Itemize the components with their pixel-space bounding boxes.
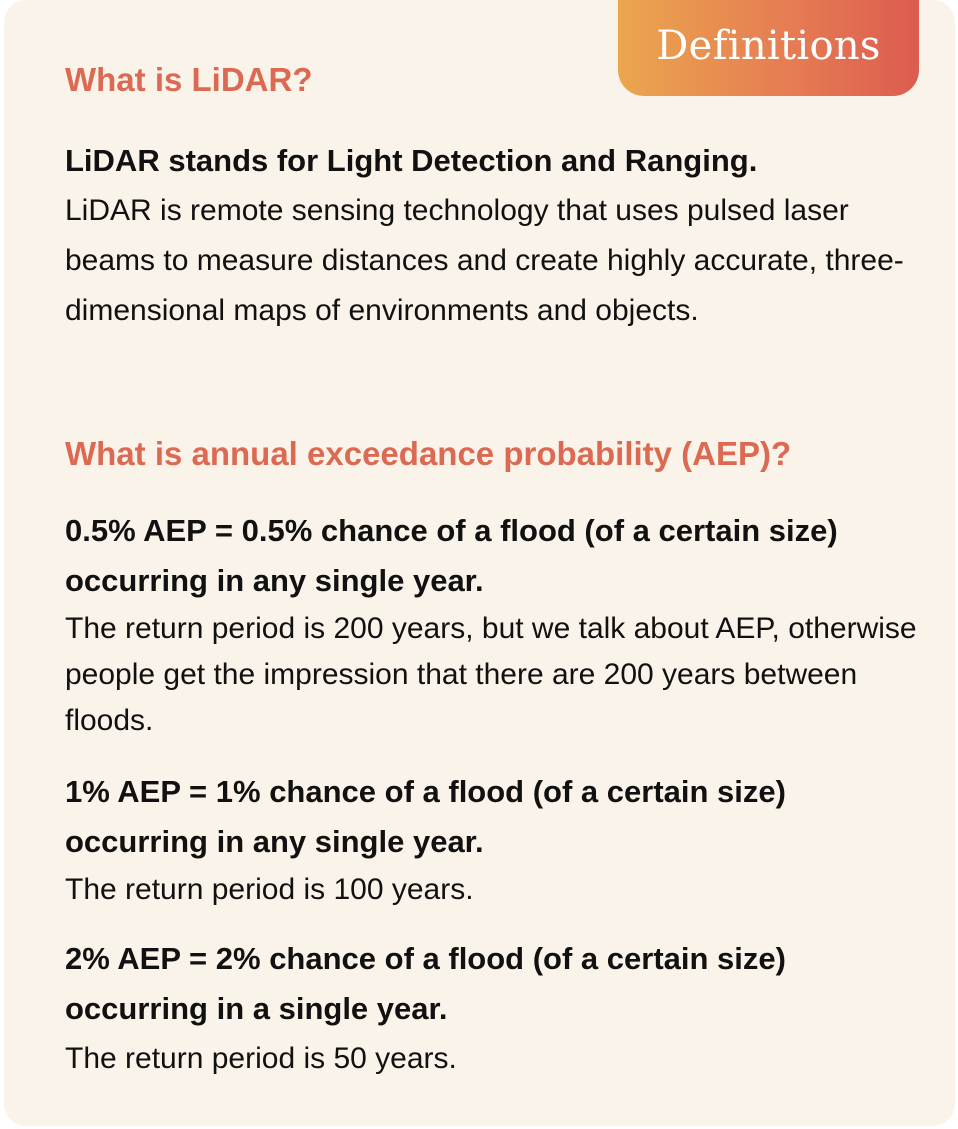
lidar-heading: What is LiDAR? [65,61,313,98]
aep-item-lead: 1% AEP = 1% chance of a flood (of a certain size) occurring in any single year. [65,774,786,859]
aep-item-body: The return period is 200 years, but we talk about AEP, otherwise people get the impression that there are 200 years between floods. [65,612,917,737]
lidar-lead: LiDAR stands for Light Detection and Ranging. [65,143,758,178]
definitions-tag-label: Definitions [656,23,881,69]
aep-item-lead: 0.5% AEP = 0.5% chance of a flood (of a certain size) occurring in any single year. [65,513,838,598]
definitions-tag [618,0,919,96]
aep-item-1 [65,767,925,913]
lidar-body: LiDAR is remote sensing technology that uses pulsed laser beams to measure distances and create highly accurate, three-dimensional maps of environments and objects. [65,194,904,327]
aep-item-0-5 [65,506,925,744]
aep-item-body: The return period is 100 years. [65,873,474,906]
aep-item-lead: 2% AEP = 2% chance of a flood (of a certain size) occurring in a single year. [65,941,786,1026]
definitions-card [4,0,955,1126]
aep-item-2 [65,934,925,1084]
lidar-definition [65,136,925,336]
aep-item-body: The return period is 50 years. [65,1042,457,1075]
aep-heading: What is annual exceedance probability (AEP)? [65,435,792,472]
